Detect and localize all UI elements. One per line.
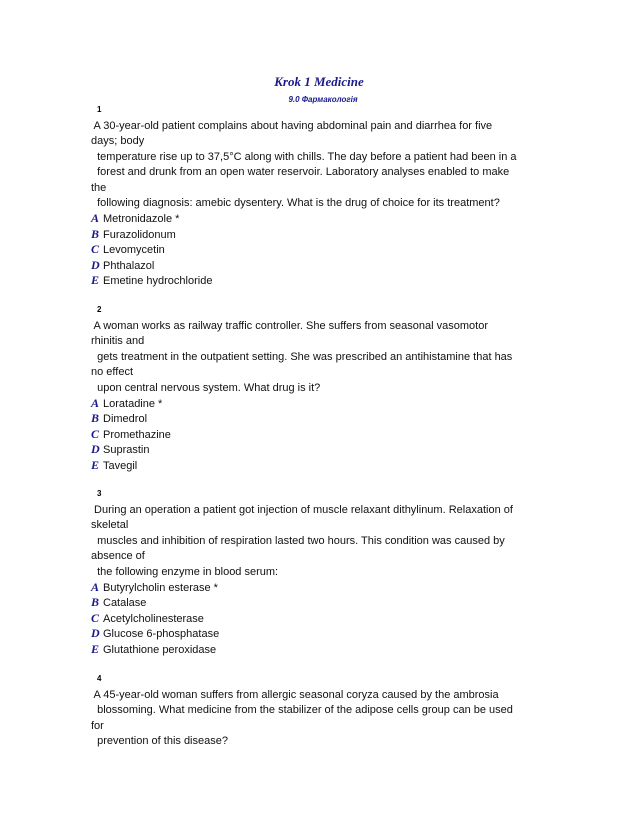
question-text-line: upon central nervous system. What drug is it? — [91, 381, 321, 394]
option-text: Acetylcholinesterase — [103, 612, 204, 625]
question-text-line: days; body — [91, 135, 145, 148]
question-number: 1 — [97, 105, 102, 114]
question-block — [91, 104, 551, 288]
option-letter: B — [91, 595, 100, 610]
question-text-line: following diagnosis: amebic dysentery. What is the drug of choice for its treatment? — [91, 196, 500, 209]
question-text-line: gets treatment in the outpatient setting. She was prescribed an antihistamine that has — [91, 350, 513, 363]
answer-option — [91, 396, 551, 411]
question-number: 3 — [97, 489, 102, 498]
question-text-line: During an operation a patient got injection of muscle relaxant dithylinum. Relaxation of — [91, 504, 513, 516]
question-text-line: no effect — [91, 366, 133, 379]
option-text: Loratadine * — [103, 397, 163, 410]
question-text-line: prevention of this disease? — [91, 735, 228, 748]
question-text-line: the — [91, 181, 107, 194]
question-text-line: for — [91, 719, 104, 732]
answer-option — [91, 227, 551, 242]
option-letter: C — [91, 426, 100, 441]
answer-option — [91, 242, 551, 257]
question-text-line: absence of — [91, 550, 145, 563]
answer-option — [91, 580, 551, 595]
answer-option — [91, 611, 551, 626]
question-text-line: A 45-year-old woman suffers from allergic seasonal coryza caused by the ambrosia — [91, 689, 499, 701]
question-block — [91, 488, 551, 657]
option-text: Furazolidonum — [103, 228, 176, 241]
option-text: Glucose 6-phosphatase — [103, 628, 220, 641]
question-text-line: A 30-year-old patient complains about having abdominal pain and diarrhea for five — [91, 120, 493, 132]
question-number: 4 — [97, 674, 102, 683]
option-letter: A — [91, 579, 100, 594]
question-text-line: rhinitis and — [91, 335, 145, 348]
answer-option — [91, 427, 551, 442]
option-text: Metronidazole * — [103, 213, 180, 226]
answer-option — [91, 595, 551, 610]
option-letter: A — [91, 211, 100, 226]
option-letter: D — [91, 442, 100, 457]
option-text: Levomycetin — [103, 244, 165, 257]
option-text: Butyrylcholin esterase * — [103, 581, 218, 594]
option-letter: E — [91, 641, 100, 656]
answer-option — [91, 642, 551, 657]
answer-option — [91, 442, 551, 457]
option-letter: E — [91, 457, 100, 472]
document-title: Krok 1 Medicine — [274, 74, 364, 89]
question-text-line: skeletal — [91, 519, 129, 532]
question-text-line: temperature rise up to 37,5°C along with chills. The day before a patient had been in a — [91, 150, 517, 163]
question-number: 2 — [97, 305, 102, 314]
answer-option — [91, 273, 551, 288]
option-text: Glutathione peroxidase — [103, 643, 217, 656]
option-text: Catalase — [103, 597, 147, 610]
option-letter: D — [91, 257, 100, 272]
question-text-line: forest and drunk from an open water reservoir. Laboratory analyses enabled to make — [91, 166, 510, 179]
document-section: 9.0 Фармакологія — [288, 95, 358, 104]
option-letter: C — [91, 610, 100, 625]
answer-option — [91, 258, 551, 273]
option-letter: B — [91, 226, 100, 241]
question-text-line: A woman works as railway traffic controller. She suffers from seasonal vasomotor — [91, 320, 488, 332]
option-letter: D — [91, 626, 100, 641]
option-text: Suprastin — [103, 444, 150, 457]
question-block — [91, 673, 551, 750]
question-text-line: muscles and inhibition of respiration lasted two hours. This condition was caused by — [91, 534, 505, 547]
option-text: Tavegil — [103, 459, 138, 472]
option-letter: A — [91, 395, 100, 410]
question-text-line: blossoming. What medicine from the stabilizer of the adipose cells group can be used — [91, 704, 513, 717]
answer-option — [91, 626, 551, 641]
option-letter: C — [91, 242, 100, 257]
option-text: Emetine hydrochloride — [103, 274, 213, 287]
option-text: Phthalazol — [103, 259, 155, 272]
question-text-line: the following enzyme in blood serum: — [91, 565, 279, 578]
option-text: Promethazine — [103, 428, 171, 441]
answer-option — [91, 211, 551, 226]
answer-option — [91, 458, 551, 473]
option-letter: B — [91, 411, 100, 426]
answer-option — [91, 411, 551, 426]
option-letter: E — [91, 272, 100, 287]
option-text: Dimedrol — [103, 413, 148, 426]
question-block — [91, 304, 551, 473]
